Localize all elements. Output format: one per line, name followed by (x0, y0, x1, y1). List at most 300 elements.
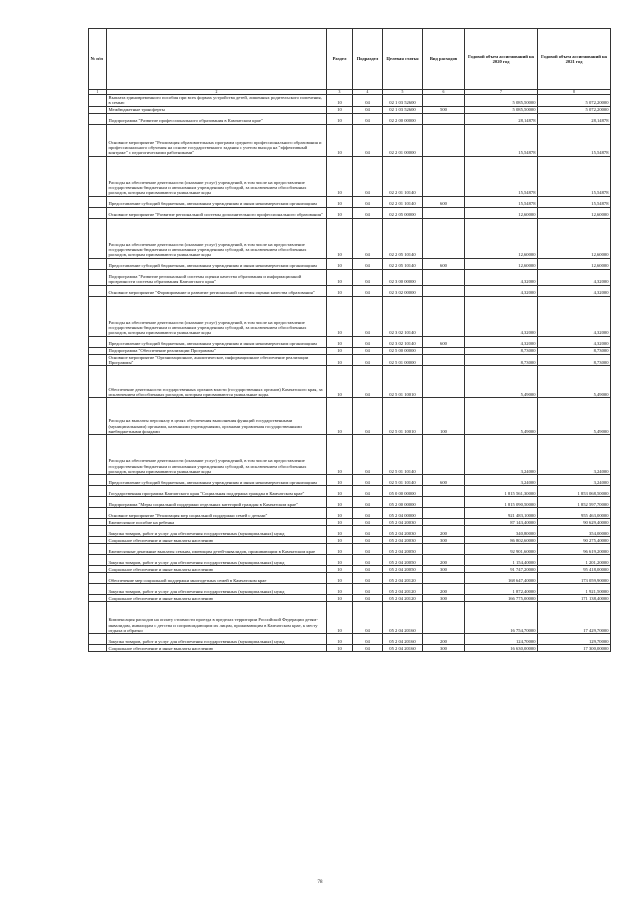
cell-podrazdel: 04 (353, 526, 383, 537)
cell-npp (89, 285, 107, 296)
cell-volume-2021: 15,54878 (538, 196, 611, 207)
cell-name: Предоставление субсидий бюджетным, автономным учреждениям и иным некоммерческим организациям (107, 196, 327, 207)
cell-vid-rashodov (423, 435, 465, 475)
cell-volume-2020: 16 754,70000 (465, 602, 538, 634)
table-row (89, 366, 611, 398)
cell-volume-2021: 17 300,00000 (538, 645, 611, 652)
cell-celevaya-statya: 02 5 01 10140 (383, 435, 423, 475)
cell-npp (89, 258, 107, 269)
cell-name: Предоставление субсидий бюджетным, автономным учреждениям и иным некоммерческим организациям (107, 258, 327, 269)
cell-podrazdel: 04 (353, 573, 383, 584)
table-row (89, 207, 611, 218)
cell-razdel: 10 (327, 584, 353, 595)
header-volume-2020: Годовой объем ассигнований на 2020 год (465, 29, 538, 90)
cell-volume-2020: 91 747,20000 (465, 566, 538, 573)
table-row (89, 486, 611, 497)
cell-name: Основное мероприятие "Организационное, аналитическое, информационное обеспечение реализации Программы" (107, 354, 327, 366)
cell-npp (89, 296, 107, 336)
cell-npp (89, 113, 107, 124)
cell-razdel: 10 (327, 634, 353, 645)
cell-volume-2020: 15,54878 (465, 156, 538, 196)
cell-vid-rashodov (423, 218, 465, 258)
cell-podrazdel: 04 (353, 296, 383, 336)
cell-volume-2020: 4,32000 (465, 285, 538, 296)
cell-npp (89, 584, 107, 595)
cell-celevaya-statya: 05 2 04 20050 (383, 566, 423, 573)
col-number: 2 (107, 90, 327, 95)
cell-name: Социальное обеспечение и иные выплаты населению (107, 537, 327, 544)
cell-celevaya-statya: 05 2 04 20120 (383, 595, 423, 602)
table-header-row (89, 29, 611, 90)
table-row (89, 347, 611, 354)
cell-npp (89, 336, 107, 347)
cell-celevaya-statya: 05 2 04 00000 (383, 508, 423, 519)
cell-name: Закупка товаров, работ и услуг для обеспечения государственных (муниципальных) нужд (107, 526, 327, 537)
table-row (89, 645, 611, 652)
table-row (89, 124, 611, 156)
cell-volume-2020: 12,60000 (465, 218, 538, 258)
table-row (89, 519, 611, 526)
cell-vid-rashodov (423, 296, 465, 336)
cell-volume-2021: 3,24000 (538, 475, 611, 486)
cell-razdel: 10 (327, 269, 353, 285)
cell-npp (89, 645, 107, 652)
cell-npp (89, 566, 107, 573)
cell-volume-2021: 1 201,20000 (538, 555, 611, 566)
cell-vid-rashodov (423, 156, 465, 196)
cell-razdel: 10 (327, 124, 353, 156)
cell-name: Подпрограмма "Меры социальной поддержки отдельных категорий граждан в Камчатском крае" (107, 497, 327, 508)
cell-npp (89, 519, 107, 526)
table-row (89, 573, 611, 584)
cell-npp (89, 196, 107, 207)
cell-razdel: 10 (327, 347, 353, 354)
cell-vid-rashodov: 300 (423, 645, 465, 652)
table-row (89, 508, 611, 519)
cell-npp (89, 435, 107, 475)
cell-volume-2021: 12,60000 (538, 218, 611, 258)
cell-podrazdel: 04 (353, 336, 383, 347)
cell-volume-2021: 5,49000 (538, 398, 611, 435)
cell-volume-2021: 129,70000 (538, 634, 611, 645)
cell-vid-rashodov (423, 602, 465, 634)
cell-name: Подпрограмма "Развитие региональной системы оценки качества образования и информационной прозрачности системы образования Камчатского края" (107, 269, 327, 285)
cell-name: Социальное обеспечение и иные выплаты населению (107, 645, 327, 652)
cell-podrazdel: 04 (353, 544, 383, 555)
cell-podrazdel: 04 (353, 398, 383, 435)
table-body (89, 95, 611, 652)
cell-razdel: 10 (327, 645, 353, 652)
cell-volume-2020: 5 085,50000 (465, 95, 538, 107)
cell-vid-rashodov: 600 (423, 336, 465, 347)
cell-vid-rashodov: 200 (423, 526, 465, 537)
cell-volume-2020: 28,14878 (465, 113, 538, 124)
table-row (89, 218, 611, 258)
header-vid-rashodov: Вид расходов (423, 29, 465, 90)
cell-name: Расходы на выплаты персоналу в целях обеспечения выполнения функций государственными (муниципальными) органами, казенными учреждениями, органами управления государственными внебюджетными фондами (107, 398, 327, 435)
cell-razdel: 10 (327, 486, 353, 497)
cell-celevaya-statya: 02 5 01 10010 (383, 398, 423, 435)
table-row (89, 475, 611, 486)
cell-celevaya-statya: 02 2 05 10140 (383, 258, 423, 269)
table-row (89, 398, 611, 435)
cell-celevaya-statya: 02 2 01 00000 (383, 124, 423, 156)
cell-volume-2021: 5,49000 (538, 366, 611, 398)
table-row (89, 269, 611, 285)
cell-volume-2020: 15,54878 (465, 196, 538, 207)
cell-name: Социальное обеспечение и иные выплаты населению (107, 595, 327, 602)
cell-celevaya-statya: 05 2 04 20120 (383, 584, 423, 595)
cell-celevaya-statya: 02 5 01 00000 (383, 354, 423, 366)
header-volume-2021: Годовой объем ассигнований на 2021 год (538, 29, 611, 90)
cell-vid-rashodov: 600 (423, 475, 465, 486)
cell-razdel: 10 (327, 566, 353, 573)
table-row (89, 258, 611, 269)
table-row (89, 526, 611, 537)
cell-celevaya-statya: 05 2 04 20030 (383, 537, 423, 544)
cell-razdel: 10 (327, 95, 353, 107)
cell-podrazdel: 04 (353, 584, 383, 595)
cell-name: Государственная программа Камчатского края "Социальная поддержка граждан в Камчатском крае" (107, 486, 327, 497)
table-row (89, 95, 611, 107)
cell-name: Расходы на обеспечение деятельности (оказание услуг) учреждений, в том числе на предоставление государственным бюджетным и автономным учреждениям субсидий, за исключением обособленных расходов, которым присваиваются уникальные коды (107, 218, 327, 258)
cell-npp (89, 526, 107, 537)
table-row (89, 584, 611, 595)
cell-name: Закупка товаров, работ и услуг для обеспечения государственных (муниципальных) нужд (107, 634, 327, 645)
cell-volume-2021: 4,32000 (538, 285, 611, 296)
cell-vid-rashodov (423, 124, 465, 156)
cell-name: Закупка товаров, работ и услуг для обеспечения государственных (муниципальных) нужд (107, 555, 327, 566)
cell-volume-2020: 1 815 561,30000 (465, 486, 538, 497)
cell-celevaya-statya: 02 2 05 00000 (383, 207, 423, 218)
cell-name: Обеспечение деятельности государственных органов власти (государственных органов) Камчатского края, за исключением обособленных расходов, которым присваиваются уникальные коды. (107, 366, 327, 398)
cell-volume-2021: 12,60000 (538, 207, 611, 218)
cell-celevaya-statya: 05 2 04 20160 (383, 602, 423, 634)
cell-razdel: 10 (327, 336, 353, 347)
cell-volume-2020: 4,32000 (465, 296, 538, 336)
cell-podrazdel: 04 (353, 475, 383, 486)
cell-volume-2020: 12,60000 (465, 258, 538, 269)
cell-podrazdel: 04 (353, 218, 383, 258)
cell-vid-rashodov: 100 (423, 398, 465, 435)
table-row (89, 497, 611, 508)
cell-npp (89, 269, 107, 285)
cell-celevaya-statya: 02 5 00 00000 (383, 347, 423, 354)
cell-podrazdel: 04 (353, 196, 383, 207)
cell-npp (89, 124, 107, 156)
table-row (89, 566, 611, 573)
cell-volume-2020: 921 483,10000 (465, 508, 538, 519)
cell-npp (89, 347, 107, 354)
cell-name: Компенсация расходов на оплату стоимости проезда в пределах территории Российской Федерации детям-инвалидам, инвалидам с детства и сопровождающим их лицам, проживающим в Камчатском крае, к месту отдыха и обратно (107, 602, 327, 634)
cell-razdel: 10 (327, 218, 353, 258)
table-row (89, 156, 611, 196)
cell-volume-2020: 12,60000 (465, 207, 538, 218)
cell-razdel: 10 (327, 354, 353, 366)
cell-razdel: 10 (327, 113, 353, 124)
cell-vid-rashodov (423, 497, 465, 508)
cell-celevaya-statya: 05 2 04 20160 (383, 634, 423, 645)
cell-volume-2020: 3,24000 (465, 475, 538, 486)
cell-vid-rashodov (423, 573, 465, 584)
cell-name: Предоставление субсидий бюджетным, автономным учреждениям и иным некоммерческим организациям (107, 336, 327, 347)
cell-volume-2020: 8,73000 (465, 347, 538, 354)
budget-table (88, 28, 611, 652)
cell-volume-2021: 5 072,20000 (538, 106, 611, 113)
cell-podrazdel: 04 (353, 354, 383, 366)
cell-razdel: 10 (327, 508, 353, 519)
cell-celevaya-statya: 02 3 00 00000 (383, 269, 423, 285)
cell-volume-2021: 171 138,40000 (538, 595, 611, 602)
cell-npp (89, 537, 107, 544)
cell-npp (89, 544, 107, 555)
cell-podrazdel: 04 (353, 519, 383, 526)
cell-razdel: 10 (327, 196, 353, 207)
cell-vid-rashodov (423, 113, 465, 124)
cell-volume-2021: 12,60000 (538, 258, 611, 269)
cell-name: Расходы на обеспечение деятельности (оказание услуг) учреждений, в том числе на предоставление государственным бюджетным и автономным учреждениям субсидий, за исключением обособленных расходов, которым присваиваются уникальные коды (107, 296, 327, 336)
cell-volume-2020: 5,49000 (465, 366, 538, 398)
table-row (89, 537, 611, 544)
cell-celevaya-statya: 02 3 02 10140 (383, 296, 423, 336)
cell-podrazdel: 04 (353, 537, 383, 544)
table-row (89, 296, 611, 336)
cell-vid-rashodov (423, 519, 465, 526)
cell-vid-rashodov (423, 347, 465, 354)
cell-npp (89, 475, 107, 486)
cell-volume-2021: 17 429,70000 (538, 602, 611, 634)
cell-podrazdel: 04 (353, 566, 383, 573)
cell-podrazdel: 04 (353, 595, 383, 602)
cell-name: Ежемесячное пособие на ребенка (107, 519, 327, 526)
cell-volume-2020: 1 154,40000 (465, 555, 538, 566)
cell-volume-2021: 4,32000 (538, 296, 611, 336)
col-number: 3 (327, 90, 353, 95)
cell-volume-2020: 5,49000 (465, 398, 538, 435)
budget-table-sheet (88, 28, 610, 652)
cell-podrazdel: 04 (353, 347, 383, 354)
cell-razdel: 10 (327, 156, 353, 196)
cell-name: Расходы на обеспечение деятельности (оказание услуг) учреждений, в том числе на предоставление государственным бюджетным и автономным учреждениям субсидий, за исключением обособленных расходов, которым присваиваются уникальные коды (107, 156, 327, 196)
cell-podrazdel: 04 (353, 555, 383, 566)
col-number: 4 (353, 90, 383, 95)
cell-celevaya-statya: 02 2 01 10140 (383, 196, 423, 207)
cell-celevaya-statya: 02 3 02 10140 (383, 336, 423, 347)
cell-vid-rashodov: 200 (423, 555, 465, 566)
cell-volume-2021: 1 852 597,70000 (538, 497, 611, 508)
cell-volume-2021: 955 463,00000 (538, 508, 611, 519)
cell-volume-2020: 1 872,40000 (465, 584, 538, 595)
cell-vid-rashodov (423, 354, 465, 366)
cell-volume-2021: 28,14878 (538, 113, 611, 124)
cell-podrazdel: 04 (353, 602, 383, 634)
cell-volume-2021: 354,00000 (538, 526, 611, 537)
cell-podrazdel: 04 (353, 486, 383, 497)
cell-podrazdel: 04 (353, 366, 383, 398)
cell-podrazdel: 04 (353, 95, 383, 107)
cell-name: Социальное обеспечение и иные выплаты населению (107, 566, 327, 573)
header-npp: № п/п (89, 29, 107, 90)
cell-podrazdel: 04 (353, 645, 383, 652)
cell-podrazdel: 04 (353, 258, 383, 269)
cell-razdel: 10 (327, 106, 353, 113)
cell-podrazdel: 04 (353, 269, 383, 285)
cell-npp (89, 218, 107, 258)
cell-name: Выплата единовременного пособия при всех формах устройства детей, лишенных родительского попечения, в семью (107, 95, 327, 107)
cell-volume-2020: 8,73000 (465, 354, 538, 366)
cell-podrazdel: 04 (353, 113, 383, 124)
table-row (89, 555, 611, 566)
header-podrazdel: Подраздел (353, 29, 383, 90)
table-row (89, 634, 611, 645)
cell-npp (89, 354, 107, 366)
cell-volume-2021: 1 853 068,50000 (538, 486, 611, 497)
cell-razdel: 10 (327, 258, 353, 269)
cell-podrazdel: 04 (353, 106, 383, 113)
cell-volume-2020: 92 901,60000 (465, 544, 538, 555)
cell-npp (89, 573, 107, 584)
cell-volume-2020: 166 775,00000 (465, 595, 538, 602)
cell-podrazdel: 04 (353, 497, 383, 508)
cell-volume-2021: 15,54878 (538, 124, 611, 156)
cell-vid-rashodov: 200 (423, 634, 465, 645)
cell-volume-2021: 8,73000 (538, 354, 611, 366)
cell-volume-2021: 90 629,40000 (538, 519, 611, 526)
header-razdel: Раздел (327, 29, 353, 90)
cell-npp (89, 555, 107, 566)
cell-volume-2021: 90 275,40000 (538, 537, 611, 544)
cell-volume-2020: 3,24000 (465, 435, 538, 475)
cell-vid-rashodov: 600 (423, 258, 465, 269)
cell-volume-2020: 1 815 090,50000 (465, 497, 538, 508)
cell-podrazdel: 04 (353, 124, 383, 156)
cell-celevaya-statya: 02 1 03 52600 (383, 106, 423, 113)
cell-razdel: 10 (327, 296, 353, 336)
cell-volume-2020: 4,32000 (465, 336, 538, 347)
cell-razdel: 10 (327, 497, 353, 508)
cell-celevaya-statya: 02 5 01 10010 (383, 366, 423, 398)
cell-vid-rashodov (423, 544, 465, 555)
cell-podrazdel: 04 (353, 634, 383, 645)
cell-razdel: 10 (327, 544, 353, 555)
cell-name: Ежемесячные денежные выплаты семьям, имеющим детей-инвалидов, проживающим в Камчатском крае (107, 544, 327, 555)
cell-podrazdel: 04 (353, 156, 383, 196)
cell-vid-rashodov (423, 486, 465, 497)
cell-podrazdel: 04 (353, 207, 383, 218)
cell-npp (89, 508, 107, 519)
cell-razdel: 10 (327, 573, 353, 584)
cell-volume-2020: 4,32000 (465, 269, 538, 285)
cell-npp (89, 106, 107, 113)
cell-npp (89, 398, 107, 435)
col-number: 6 (423, 90, 465, 95)
col-number: 7 (465, 90, 538, 95)
cell-razdel: 10 (327, 526, 353, 537)
cell-celevaya-statya: 05 0 00 00000 (383, 486, 423, 497)
cell-name: Межбюджетные трансферты (107, 106, 327, 113)
cell-vid-rashodov: 300 (423, 566, 465, 573)
cell-npp (89, 634, 107, 645)
cell-name: Закупка товаров, работ и услуг для обеспечения государственных (муниципальных) нужд (107, 584, 327, 595)
cell-razdel: 10 (327, 366, 353, 398)
cell-volume-2020: 5 085,50000 (465, 106, 538, 113)
cell-podrazdel: 04 (353, 508, 383, 519)
cell-vid-rashodov (423, 366, 465, 398)
cell-volume-2021: 15,54878 (538, 156, 611, 196)
cell-volume-2021: 8,73000 (538, 347, 611, 354)
cell-volume-2020: 87 143,40000 (465, 519, 538, 526)
cell-razdel: 10 (327, 435, 353, 475)
col-number: 8 (538, 90, 611, 95)
cell-volume-2020: 86 802,60000 (465, 537, 538, 544)
cell-npp (89, 497, 107, 508)
table-row (89, 336, 611, 347)
cell-celevaya-statya: 05 2 04 20030 (383, 526, 423, 537)
cell-vid-rashodov (423, 508, 465, 519)
table-row (89, 106, 611, 113)
cell-razdel: 10 (327, 595, 353, 602)
cell-vid-rashodov: 300 (423, 595, 465, 602)
cell-name: Расходы на обеспечение деятельности (оказание услуг) учреждений, в том числе на предоставление государственным бюджетным и автономным учреждениям субсидий, за исключением обособленных расходов, которым присваиваются уникальные коды (107, 435, 327, 475)
cell-celevaya-statya: 05 2 00 00000 (383, 497, 423, 508)
cell-npp (89, 156, 107, 196)
cell-name: Предоставление субсидий бюджетным, автономным учреждениям и иным некоммерческим организациям (107, 475, 327, 486)
cell-npp (89, 595, 107, 602)
cell-razdel: 10 (327, 398, 353, 435)
cell-podrazdel: 04 (353, 435, 383, 475)
cell-npp (89, 486, 107, 497)
cell-name: Основное мероприятие "Реализация мер социальной поддержки семей с детьми" (107, 508, 327, 519)
cell-volume-2021: 96 619,20000 (538, 544, 611, 555)
cell-celevaya-statya: 02 2 00 00000 (383, 113, 423, 124)
cell-razdel: 10 (327, 475, 353, 486)
header-celevaya-statya: Целевая статья (383, 29, 423, 90)
cell-vid-rashodov (423, 207, 465, 218)
cell-vid-rashodov: 500 (423, 106, 465, 113)
cell-npp (89, 366, 107, 398)
cell-name: Основное мероприятие "Развитие региональной системы дополнительного профессионального образования" (107, 207, 327, 218)
cell-celevaya-statya: 02 2 05 10140 (383, 218, 423, 258)
table-row (89, 602, 611, 634)
cell-vid-rashodov: 200 (423, 584, 465, 595)
cell-celevaya-statya: 05 2 04 20160 (383, 645, 423, 652)
cell-celevaya-statya: 02 3 02 00000 (383, 285, 423, 296)
cell-razdel: 10 (327, 602, 353, 634)
table-row (89, 196, 611, 207)
col-number: 1 (89, 90, 107, 95)
cell-razdel: 10 (327, 519, 353, 526)
cell-volume-2020: 168 647,40000 (465, 573, 538, 584)
cell-vid-rashodov (423, 269, 465, 285)
cell-volume-2020: 340,80000 (465, 526, 538, 537)
cell-vid-rashodov (423, 95, 465, 107)
cell-celevaya-statya: 05 2 04 20050 (383, 544, 423, 555)
table-row (89, 435, 611, 475)
cell-volume-2021: 4,32000 (538, 336, 611, 347)
cell-razdel: 10 (327, 537, 353, 544)
col-number: 5 (383, 90, 423, 95)
cell-volume-2020: 16 630,00000 (465, 645, 538, 652)
cell-vid-rashodov: 600 (423, 196, 465, 207)
table-row (89, 544, 611, 555)
cell-volume-2021: 1 921,50000 (538, 584, 611, 595)
cell-name: Основное мероприятие "Формирование и развитие региональной системы оценки качества образования" (107, 285, 327, 296)
cell-celevaya-statya: 02 2 01 10140 (383, 156, 423, 196)
cell-celevaya-statya: 05 2 04 20030 (383, 519, 423, 526)
cell-volume-2020: 124,70000 (465, 634, 538, 645)
cell-vid-rashodov (423, 285, 465, 296)
cell-volume-2020: 15,54878 (465, 124, 538, 156)
